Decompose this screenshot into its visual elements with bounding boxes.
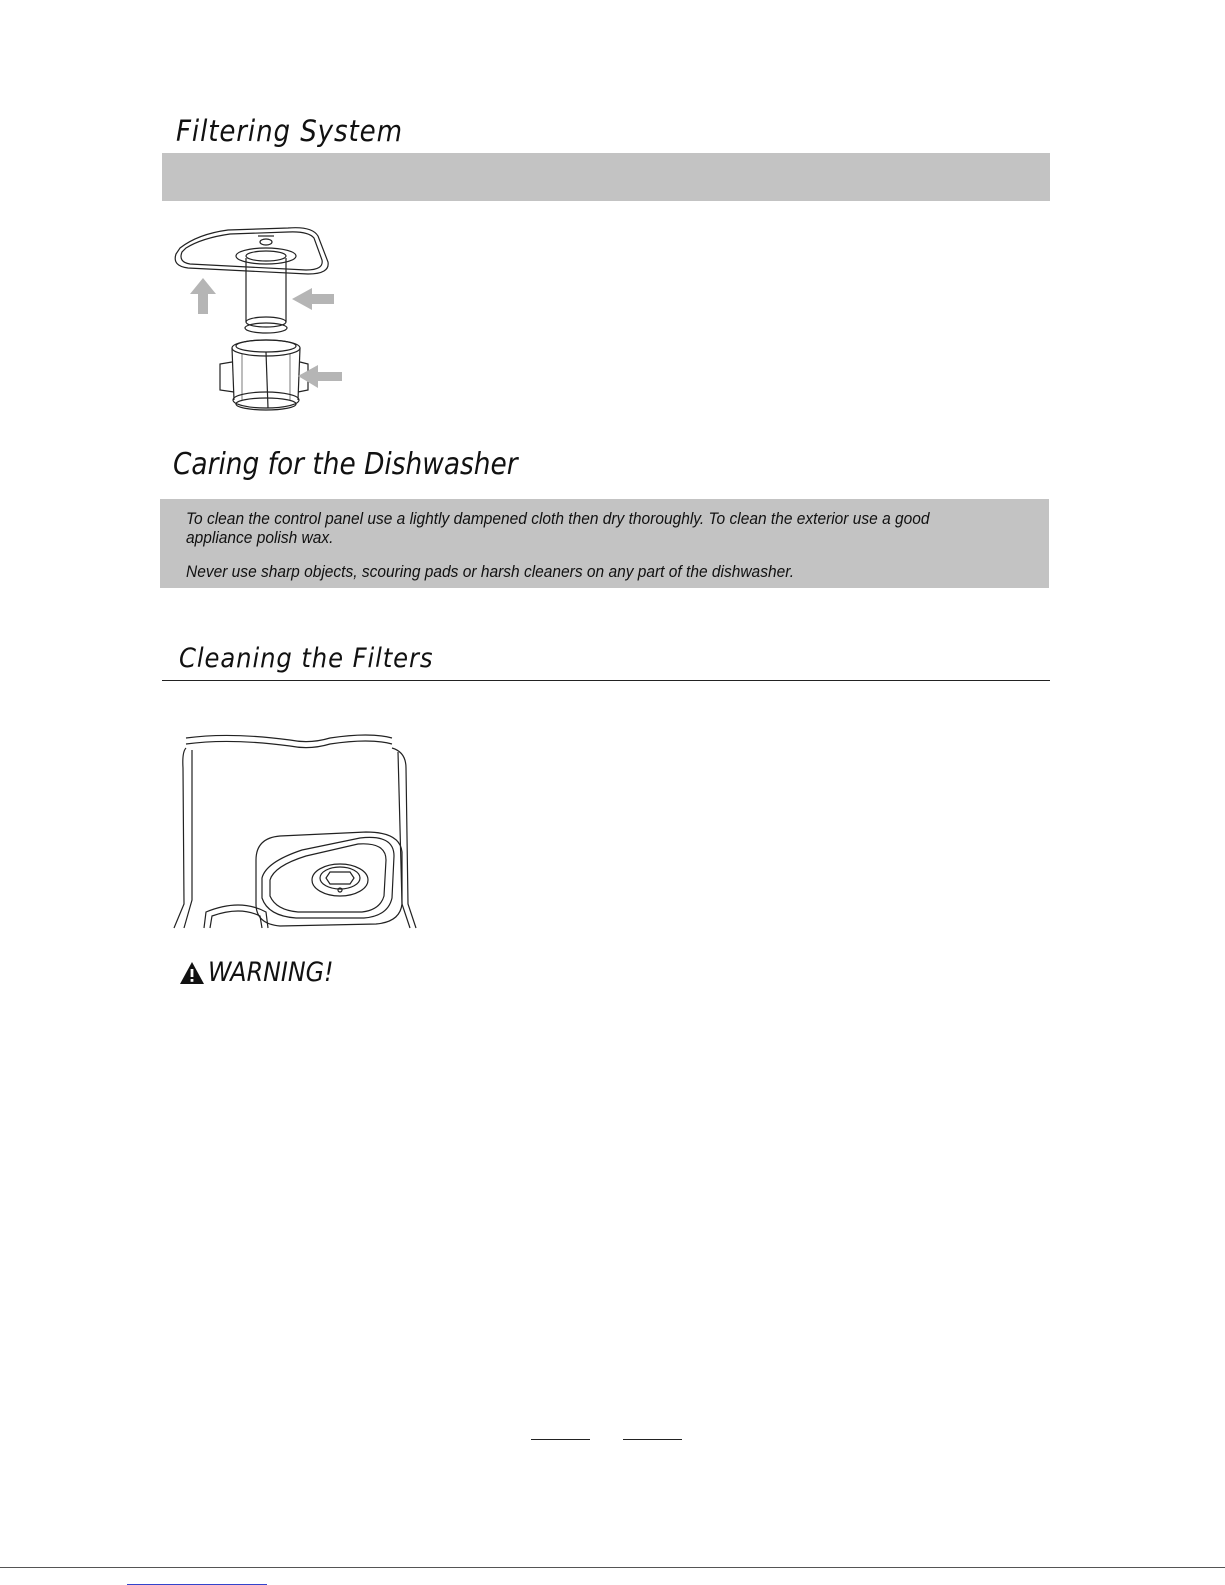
filter-assembly-illustration: [168, 222, 358, 418]
footer-rule-left: [531, 1439, 590, 1440]
section-title-filtering-system: Filtering System: [176, 114, 403, 148]
filtering-system-band: [162, 153, 1050, 201]
warning-label: [179, 957, 351, 988]
page-bottom-rule: [0, 1567, 1225, 1568]
caring-paragraph-2: Never use sharp objects, scouring pads or harsh cleaners on any part of the dishwasher.: [186, 563, 795, 581]
caring-band: [160, 499, 1049, 588]
caring-paragraph-1: To clean the control panel use a lightly dampened cloth then dry thoroughly. To clean the exterior use a good appliance polish wax.: [186, 510, 930, 547]
footer-rule-right: [623, 1439, 682, 1440]
cleaning-filters-rule: [162, 680, 1050, 681]
section-title-cleaning-filters: Cleaning the Filters: [179, 643, 434, 674]
section-title-caring-for-dishwasher: Caring for the Dishwasher: [173, 447, 518, 482]
warning-triangle-icon: [179, 961, 205, 985]
warning-text: WARNING!: [208, 957, 334, 988]
dishwasher-tub-filter-illustration: [170, 728, 420, 930]
